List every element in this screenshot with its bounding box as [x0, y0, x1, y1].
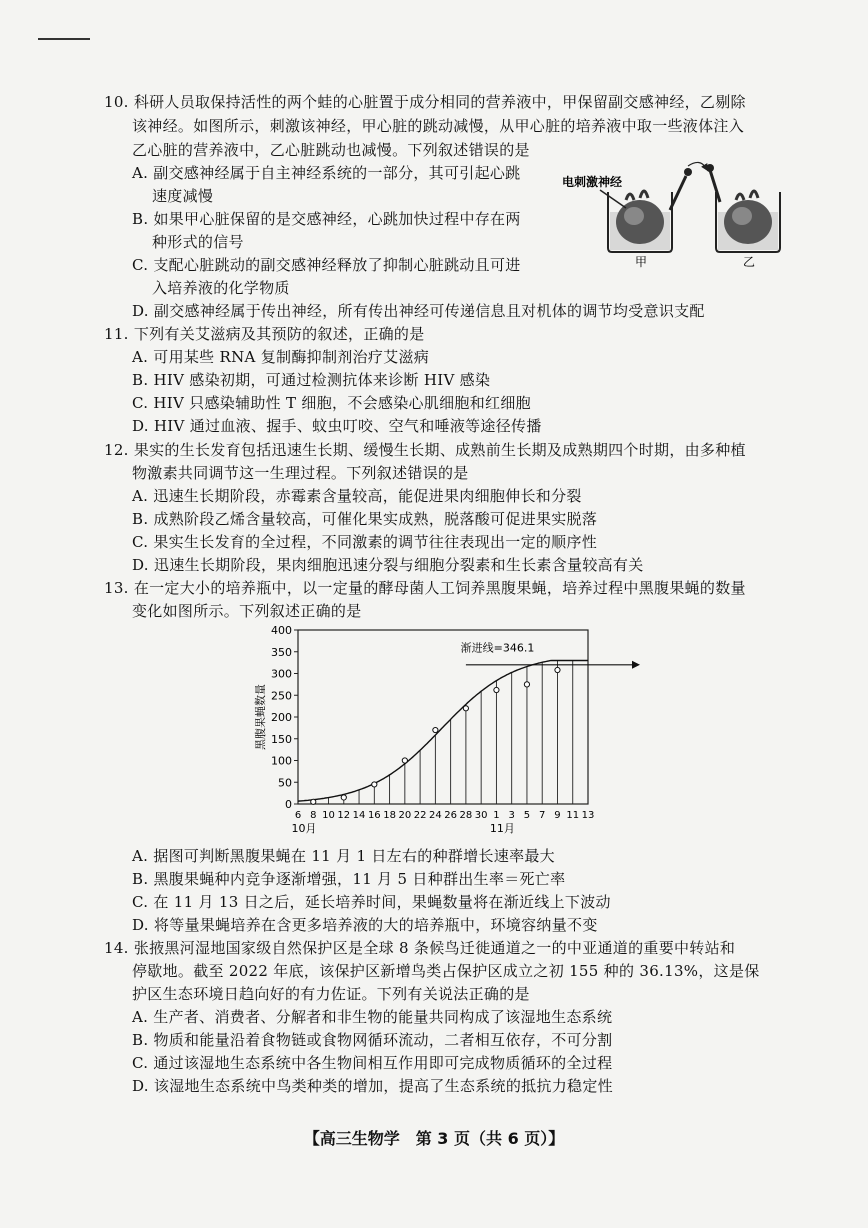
fig-label-yi: 乙 — [743, 255, 756, 269]
data-point — [524, 682, 529, 687]
x-tick-label: 16 — [367, 810, 381, 821]
fruitfly-population-chart — [250, 618, 650, 838]
x-tick-label: 22 — [413, 810, 427, 821]
top-mark — [38, 38, 90, 40]
q14-option-c: C. 通过该湿地生态系统中各生物间相互作用即可完成物质循环的全过程 — [132, 1054, 613, 1072]
q12-line2: 物激素共同调节这一生理过程。下列叙述错误的是 — [132, 464, 469, 482]
y-tick-label: 0 — [285, 798, 292, 811]
x-tick-label: 10 — [322, 810, 335, 821]
q11-option-c: C. HIV 只感染辅助性 T 细胞，不会感染心肌细胞和红细胞 — [132, 394, 531, 412]
data-point — [555, 667, 560, 672]
plot-frame — [298, 630, 588, 804]
electrode-wire — [600, 190, 626, 208]
data-point — [433, 727, 438, 732]
q12-option-d: D. 迅速生长期阶段，果肉细胞迅速分裂与细胞分裂素和生长素含量较高有关 — [132, 556, 644, 574]
x-tick-label: 26 — [444, 810, 457, 821]
x-tick-label: 18 — [383, 810, 396, 821]
x-tick-label: 5 — [523, 810, 531, 821]
data-point — [311, 799, 316, 804]
q10-option-c: C. 支配心脏跳动的副交感神经释放了抑制心脏跳动且可进 — [132, 256, 521, 274]
heart-experiment-figure — [560, 160, 790, 270]
q10-option-b: B. 如果甲心脏保留的是交感神经，心跳加快过程中存在两 — [132, 210, 521, 228]
q13-line2: 变化如图所示。下列叙述正确的是 — [132, 602, 362, 620]
q13-option-b: B. 黑腹果蝇种内竞争逐渐增强，11 月 5 日种群出生率＝死亡率 — [132, 870, 566, 888]
q11-stem: 11. 下列有关艾滋病及其预防的叙述，正确的是 — [104, 325, 425, 343]
y-tick-label: 150 — [271, 732, 292, 746]
x-month-label-oct: 10月 — [291, 822, 317, 835]
q11-option-d: D. HIV 通过血液、握手、蚊虫叮咬、空气和唾液等途径传播 — [132, 417, 542, 435]
x-tick-label: 20 — [398, 810, 412, 821]
x-tick-label: 11 — [566, 810, 580, 821]
x-tick-label: 28 — [459, 810, 473, 821]
y-tick-label: 250 — [271, 689, 292, 703]
data-point — [463, 706, 468, 711]
y-tick-label: 400 — [271, 624, 292, 637]
growth-curve — [298, 661, 588, 802]
q14-option-a: A. 生产者、消费者、分解者和非生物的能量共同构成了该湿地生态系统 — [132, 1008, 613, 1026]
q14-line1: 14. 张掖黑河湿地国家级自然保护区是全球 8 条候鸟迁徙通道之一的中亚通道的重要中转站和 — [104, 939, 736, 957]
q14-line3: 护区生态环境日趋向好的有力佐证。下列有关说法正确的是 — [132, 985, 530, 1003]
q13-option-a: A. 据图可判断黑腹果蝇在 11 月 1 日左右的种群增长速率最大 — [132, 847, 555, 865]
q14-option-d: D. 该湿地生态系统中鸟类种类的增加，提高了生态系统的抵抗力稳定性 — [132, 1077, 613, 1095]
x-tick-label: 14 — [352, 810, 366, 821]
page-footer: 【高三生物学 第 3 页（共 6 页）】 — [303, 1129, 565, 1148]
q10-option-a-cont: 速度减慢 — [152, 187, 214, 205]
q14-line2: 停歇地。截至 2022 年底，该保护区新增鸟类占保护区成立之初 155 种的 36.13%，这是保 — [132, 962, 760, 980]
fig-label-stim: 电刺激神经 — [562, 175, 623, 189]
x-tick-label: 12 — [337, 810, 351, 821]
asymptote-label: 渐进线=346.1 — [460, 641, 535, 655]
data-point — [402, 758, 407, 763]
x-tick-label: 8 — [310, 810, 317, 821]
data-point — [372, 782, 377, 787]
x-tick-label: 9 — [554, 810, 561, 821]
data-point — [341, 795, 346, 800]
q12-option-b: B. 成熟阶段乙烯含量较高，可催化果实成熟，脱落酸可促进果实脱落 — [132, 510, 598, 528]
q10-option-b-cont: 种形式的信号 — [152, 233, 244, 251]
x-tick-label: 13 — [581, 810, 595, 821]
q11-option-b: B. HIV 感染初期，可通过检测抗体来诊断 HIV 感染 — [132, 371, 491, 389]
y-tick-label: 50 — [278, 776, 292, 790]
q10-option-a: A. 副交感神经属于自主神经系统的一部分，其可引起心跳 — [132, 164, 521, 182]
y-tick-label: 350 — [271, 645, 292, 659]
q12-line1: 12. 果实的生长发育包括迅速生长期、缓慢生长期、成熟前生长期及成熟期四个时期，由多种植 — [104, 441, 746, 459]
q12-option-a: A. 迅速生长期阶段，赤霉素含量较高，能促进果肉细胞伸长和分裂 — [132, 487, 582, 505]
q13-option-d: D. 将等量果蝇培养在含更多培养液的大的培养瓶中，环境容纳量不变 — [132, 916, 598, 934]
q10-line3: 乙心脏的营养液中，乙心脏跳动也减慢。下列叙述错误的是 — [132, 141, 530, 159]
data-point — [494, 687, 499, 692]
q13-line1: 13. 在一定大小的培养瓶中，以一定量的酵母菌人工饲养黑腹果蝇，培养过程中黑腹果蝇的数量 — [104, 579, 746, 597]
asymptote-arrowhead — [632, 661, 640, 669]
x-tick-label: 6 — [294, 810, 302, 821]
y-tick-label: 100 — [271, 754, 292, 768]
q14-option-b: B. 物质和能量沿着食物链或食物网循环流动，二者相互依存，不可分割 — [132, 1031, 613, 1049]
x-month-label-nov: 11月 — [489, 822, 515, 835]
x-tick-label: 1 — [493, 810, 500, 821]
q10-line2: 该神经。如图所示，刺激该神经，甲心脏的跳动减慢，从甲心脏的培养液中取一些液体注入 — [132, 117, 745, 135]
q10-option-d: D. 副交感神经属于传出神经，所有传出神经可传递信息且对机体的调节均受意识支配 — [132, 302, 705, 320]
q10-option-c-cont: 入培养液的化学物质 — [152, 279, 290, 297]
q10-line1: 10. 科研人员取保持活性的两个蛙的心脏置于成分相同的营养液中，甲保留副交感神经，乙剔除 — [104, 93, 746, 111]
q12-option-c: C. 果实生长发育的全过程，不同激素的调节往往表现出一定的顺序性 — [132, 533, 598, 551]
y-tick-label: 300 — [271, 667, 292, 681]
y-tick-label: 200 — [271, 711, 292, 724]
q13-option-c: C. 在 11 月 13 日之后，延长培养时间，果蝇数量将在渐近线上下波动 — [132, 893, 611, 911]
x-tick-label: 7 — [539, 810, 546, 821]
y-axis-label: 黑腹果蝇数量 — [254, 684, 267, 750]
x-tick-label: 3 — [508, 810, 515, 821]
q11-option-a: A. 可用某些 RNA 复制酶抑制剂治疗艾滋病 — [132, 348, 430, 366]
x-tick-label: 30 — [474, 810, 488, 821]
fig-label-jia: 甲 — [635, 255, 648, 269]
x-tick-label: 24 — [429, 810, 442, 821]
